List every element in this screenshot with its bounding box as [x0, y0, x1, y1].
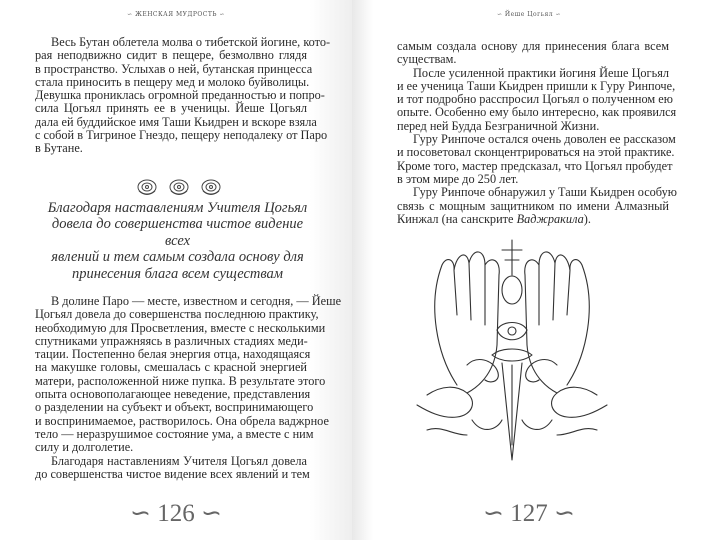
text-line: до совершенства чистое видение всех явлений и тем	[35, 466, 310, 481]
text-line: самым создала основу для принесения блага всем	[397, 39, 669, 53]
text-line: рая неподвижно сидит в пещере, безмолвно глядя	[35, 48, 307, 63]
text-line: необходимую для Просветления, вместе с несколькими	[35, 320, 326, 335]
text-line: силу и долголетие.	[35, 440, 134, 455]
text-line: тело — неразрушимое состояние ума, а вместе с ним	[35, 426, 314, 441]
text-line: дала ей буддийское имя Таши Кьидрен и вскоре взяла	[35, 114, 317, 129]
text-line: опыте. Особенно ему было интересно, как проявился	[397, 105, 677, 120]
text-run: ).	[583, 211, 591, 226]
page-number: ∽ 127 ∽	[483, 500, 575, 527]
quote-line: Благодаря наставлениям Учителя Цогьял	[47, 200, 308, 216]
text-line: стала приносить в пещеру мед и молоко буйволицы.	[35, 74, 310, 89]
text-line: в пространство. Услыхав о ней, бутанская принцесса	[35, 61, 313, 76]
text-run: Кинжал (на санскрите	[397, 211, 517, 226]
flower-ornament-icon	[168, 178, 190, 196]
paragraph-2	[35, 294, 342, 481]
text-line: Кроме того, мастер предсказал, что Цогьял пробудет	[397, 158, 673, 173]
text-line: После усиленной практики йогиня Йеше Цогьял	[413, 65, 669, 80]
left-page	[0, 0, 352, 540]
right-text	[397, 39, 677, 226]
text-line	[397, 213, 669, 226]
text-line: перед ней Будда Безграничной Жизни.	[397, 118, 600, 133]
text-line: Гуру Ринпоче остался очень доволен ее рассказом	[413, 132, 676, 147]
running-head: ∽ ЖЕНСКАЯ МУДРОСТЬ ∽	[127, 11, 225, 18]
text-line: Гуру Ринпоче обнаружил у Таши Кьидрен особую	[413, 185, 677, 200]
text-line: на макушке головы, смешалась с красной энергией	[35, 360, 307, 375]
text-line: с собой в Тигриное Гнездо, пещеру неподалеку от Паро	[35, 128, 328, 143]
text-line: сила Цогьял принять ее в ученицы. Йеше Цогьял	[35, 101, 307, 116]
text-line: связь с мощным защитником по имени Алмазный	[397, 198, 669, 213]
ornament-divider	[136, 178, 222, 196]
text-line: Благодаря наставлениям Учителя Цогьял довела	[51, 453, 307, 468]
text-line: опыта основополагающее неведение, представления	[35, 387, 311, 402]
text-line: в этом мире до 250 лет.	[397, 171, 519, 186]
text-line: тации. Постепенно белая энергия отца, находящаяся	[35, 347, 311, 362]
text-line: и ее ученица Таши Кьидрен пришли к Гуру Ринпоче,	[397, 78, 676, 93]
right-page	[352, 0, 706, 540]
hands-with-phurba-illustration	[397, 235, 627, 465]
text-line: существам.	[397, 52, 457, 67]
flower-ornament-icon	[136, 178, 158, 196]
text-line: и посоветовал сконцентрироваться на этой практике.	[397, 145, 675, 160]
text-line: Цогьял довела до совершенства последнюю практику,	[35, 307, 319, 322]
text-line: Девушка прониклась огромной преданностью и попро-	[35, 88, 325, 103]
running-head: ∽ Йеше Цогьял ∽	[496, 11, 562, 18]
quote-line: принесения блага всем существам	[71, 265, 284, 282]
text-line: о разделении на субъект и объект, воспринимающего	[35, 400, 314, 415]
quote-line: довела до совершенства чистое видение всех	[51, 216, 304, 249]
text-line: спутниками упражняясь в различных стадиях меди-	[35, 333, 308, 348]
pull-quote	[40, 200, 315, 282]
page-number: ∽ 126 ∽	[130, 500, 222, 527]
text-line: матери, расположенной ниже пупка. В результате этого	[35, 373, 326, 388]
text-line: В долине Паро — месте, известном и сегодня, — Йеше	[51, 294, 342, 308]
text-line: Весь Бутан облетела молва о тибетской йогине, кото-	[51, 35, 331, 49]
text-line: и воспринимаемое, растворилось. Она обрела ваджрное	[35, 413, 329, 428]
quote-line: явлений и тем самым создала основу для	[51, 249, 304, 266]
text-line: и тот подробно расспросил Цогьял о полученном ею	[397, 92, 673, 107]
paragraph-1	[35, 35, 331, 156]
italic-term: Ваджракила	[516, 211, 584, 226]
text-line: в Бутане.	[35, 141, 83, 156]
flower-ornament-icon	[200, 178, 222, 196]
